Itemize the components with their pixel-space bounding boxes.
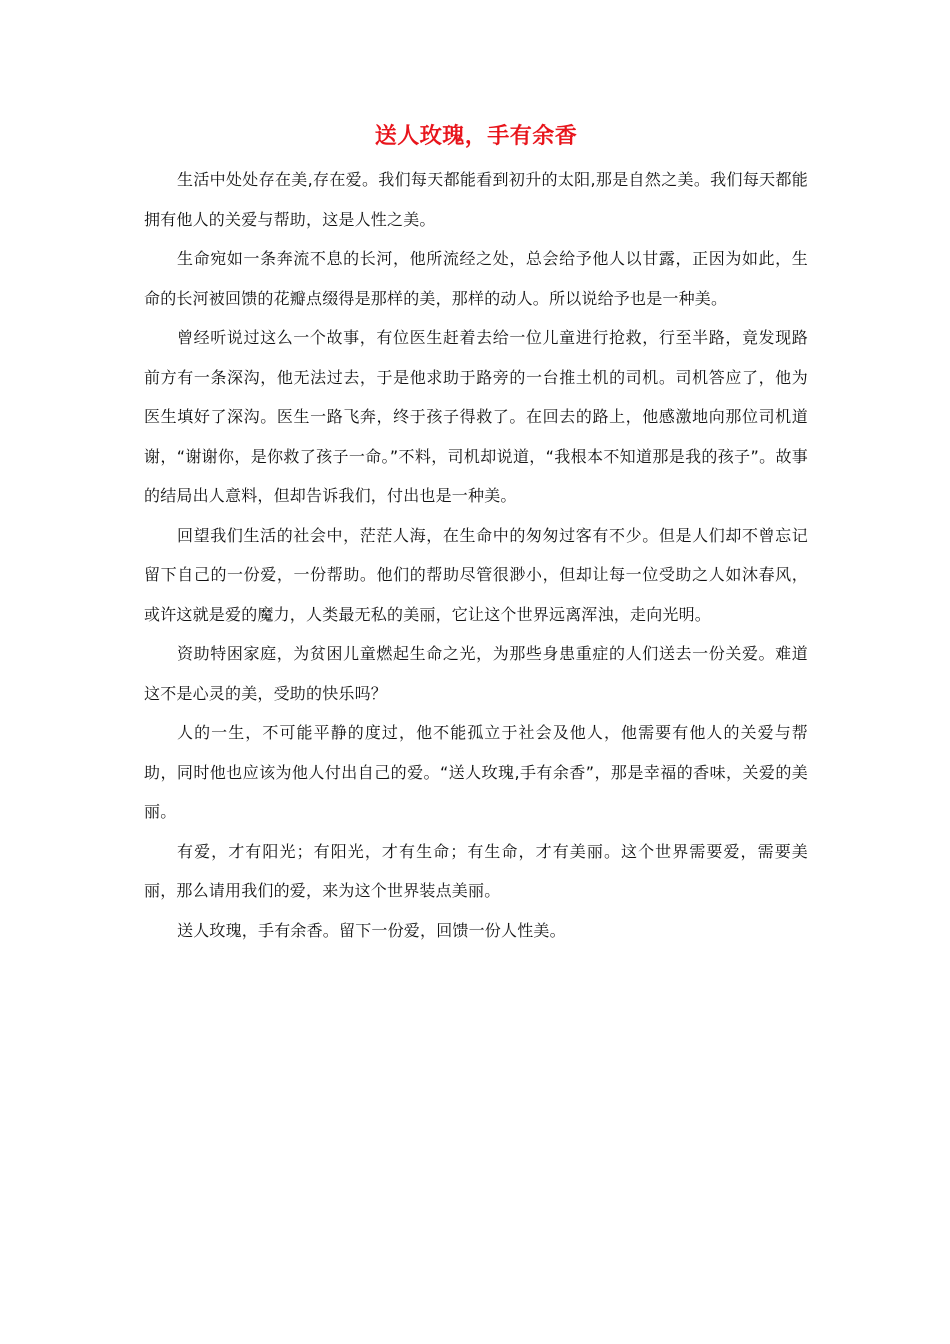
paragraph: 回望我们生活的社会中，茫茫人海，在生命中的匆匆过客有不少。但是人们却不曾忘记留下自己的一份爱，一份帮助。他们的帮助尽管很渺小，但却让每一位受助之人如沐春风，或许这就是爱的魔力，人类最无私的美丽，它让这个世界远离浑浊，走向光明。 [144,525,808,624]
paragraph: 有爱，才有阳光；有阳光，才有生命；有生命，才有美丽。这个世界需要爱，需要美丽，那么请用我们的爱，来为这个世界装点美丽。 [144,841,808,900]
paragraph: 生命宛如一条奔流不息的长河，他所流经之处，总会给予他人以甘露，正因为如此，生命的长河被回馈的花瓣点缀得是那样的美，那样的动人。所以说给予也是一种美。 [144,249,808,308]
paragraph: 生活中处处存在美,存在爱。我们每天都能看到初升的太阳,那是自然之美。我们每天都能拥有他人的关爱与帮助，这是人性之美。 [144,170,808,229]
document-title: 送人玫瑰，手有余香 [374,123,578,149]
paragraph: 送人玫瑰，手有余香。留下一份爱，回馈一份人性美。 [177,920,566,940]
paragraph: 人的一生，不可能平静的度过，他不能孤立于社会及他人，他需要有他人的关爱与帮助，同时他也应该为他人付出自己的爱。“送人玫瑰,手有余香”，那是幸福的香味，关爱的美丽。 [144,723,808,821]
document-body [144,118,808,950]
paragraph: 曾经听说过这么一个故事，有位医生赶着去给一位儿童进行抢救，行至半路，竟发现路前方有一条深沟，他无法过去，于是他求助于路旁的一台推土机的司机。司机答应了，他为医生填好了深沟。医生一路飞奔，终于孩子得救了。在回去的路上，他感激地向那位司机道谢，“谢谢你，是你救了孩子一命。”不料，司机却说道，“我根本不知道那是我的孩子”。故事的结局出人意料，但却告诉我们，付出也是一种美。 [144,328,808,505]
paragraph: 资助特困家庭，为贫困儿童燃起生命之光，为那些身患重症的人们送去一份关爱。难道这不是心灵的美，受助的快乐吗？ [144,644,808,703]
